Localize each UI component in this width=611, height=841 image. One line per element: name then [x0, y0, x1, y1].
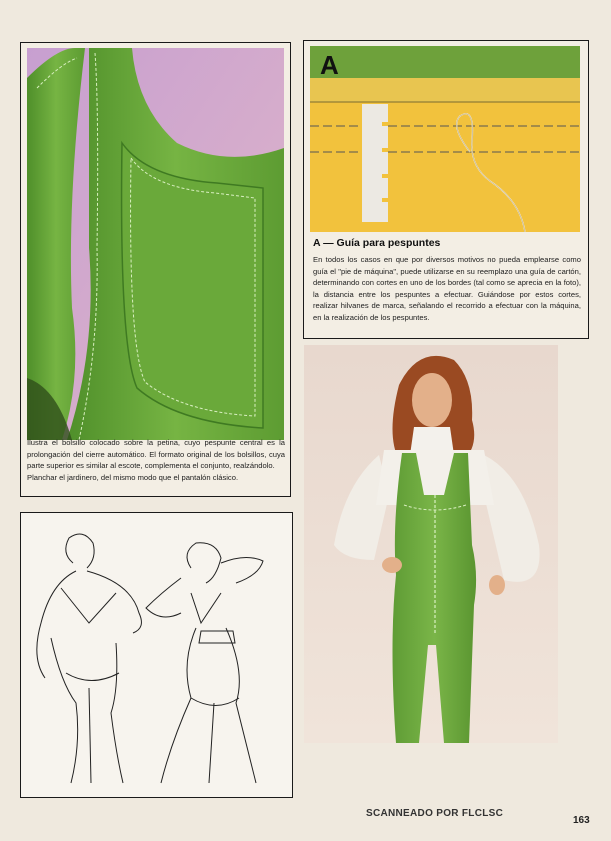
model-photo	[304, 345, 558, 743]
stitch-guide-frame	[303, 40, 589, 339]
pocket-caption	[27, 437, 285, 483]
photo-label: A	[320, 50, 339, 80]
page-number: 163	[573, 815, 590, 826]
sketch-frame	[20, 512, 293, 798]
pocket-caption-paragraph-1: Ilustra el bolsillo colocado sobre la petina, cuyo pespunte central es la prolongación del cierre automático. El formato original de los bolsillos, cuya parte superior es similar al escote, complementa el conjunto, realzándolo.	[27, 438, 285, 471]
pocket-caption-paragraph-2: Planchar el jardinero, del mismo modo que el pantalón clásico.	[27, 472, 239, 482]
pocket-photo	[27, 48, 284, 440]
stitch-guide-text: En todos los casos en que por diversos motivos no pueda emplearse como guía el "pie de máquina", puede utilizarse en su reemplazo una guía de cartón, determinando con cortes en uno de los bordes (tal como se aprecia en la foto), la distancia entre los pespuntes a efectuar. Guiándose por estos cortes, realizar hilvanes de marca, señalando el recorrido a efectuar con la máquina, en la realización de los pespuntes.	[313, 255, 581, 322]
overalls-back-sketch	[21, 513, 294, 799]
pocket-photo-frame	[20, 42, 291, 497]
scan-credit: SCANNEADO POR FLCLSC	[366, 808, 504, 819]
stitch-guide-title: A — Guía para pespuntes	[313, 237, 441, 249]
stitch-guide-photo	[310, 46, 580, 232]
